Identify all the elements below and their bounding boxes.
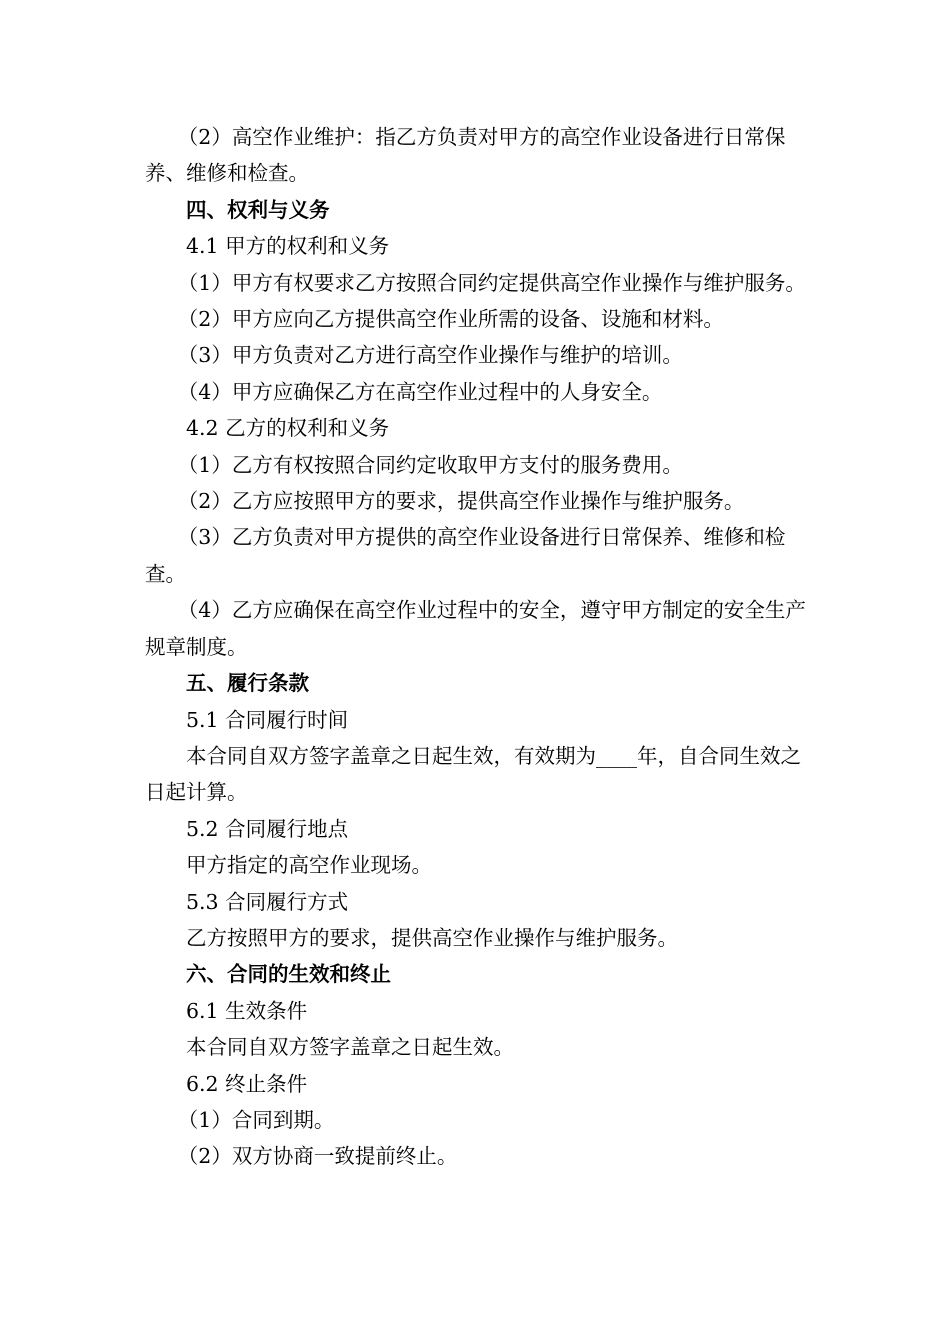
- document-body: [145, 119, 810, 1175]
- subsection-heading: 5.3 合同履行方式: [186, 889, 349, 914]
- paragraph: （1）乙方有权按照合同约定收取甲方支付的服务费用。: [177, 452, 683, 477]
- subsection-heading: 4.2 乙方的权利和义务: [186, 416, 390, 441]
- subsection-heading: 4.1 甲方的权利和义务: [186, 234, 390, 259]
- subsection-heading: 6.1 生效条件: [186, 998, 308, 1023]
- paragraph: （4）甲方应确保乙方在高空作业过程中的人身安全。: [177, 379, 663, 404]
- section-heading: 六、合同的生效和终止: [186, 962, 391, 987]
- subsection-heading: 6.2 终止条件: [186, 1071, 308, 1096]
- paragraph: （2）甲方应向乙方提供高空作业所需的设备、设施和材料。: [177, 307, 724, 332]
- subsection-heading: 5.1 合同履行时间: [186, 707, 349, 732]
- paragraph: （4）乙方应确保在高空作业过程中的安全，遵守甲方制定的安全生产规章制度。: [145, 598, 806, 659]
- paragraph: 本合同自双方签字盖章之日起生效。: [186, 1035, 514, 1060]
- subsection-heading: 5.2 合同履行地点: [186, 816, 349, 841]
- section-heading: 五、履行条款: [186, 671, 309, 696]
- paragraph: 本合同自双方签字盖章之日起生效，有效期为____年，自合同生效之日起计算。: [145, 743, 801, 805]
- paragraph: （2）双方协商一致提前终止。: [177, 1144, 458, 1169]
- paragraph: 乙方按照甲方的要求，提供高空作业操作与维护服务。: [186, 925, 678, 950]
- paragraph: （2）高空作业维护：指乙方负责对甲方的高空作业设备进行日常保养、维修和检查。: [145, 125, 786, 186]
- paragraph: （2）乙方应按照甲方的要求，提供高空作业操作与维护服务。: [177, 489, 745, 514]
- paragraph: （3）乙方负责对甲方提供的高空作业设备进行日常保养、维修和检查。: [145, 525, 786, 586]
- paragraph: （1）甲方有权要求乙方按照合同约定提供高空作业操作与维护服务。: [177, 270, 806, 295]
- paragraph: 甲方指定的高空作业现场。: [186, 853, 432, 878]
- paragraph: （1）合同到期。: [177, 1107, 335, 1132]
- paragraph: （3）甲方负责对乙方进行高空作业操作与维护的培训。: [177, 343, 683, 368]
- section-heading: 四、权利与义务: [186, 197, 330, 222]
